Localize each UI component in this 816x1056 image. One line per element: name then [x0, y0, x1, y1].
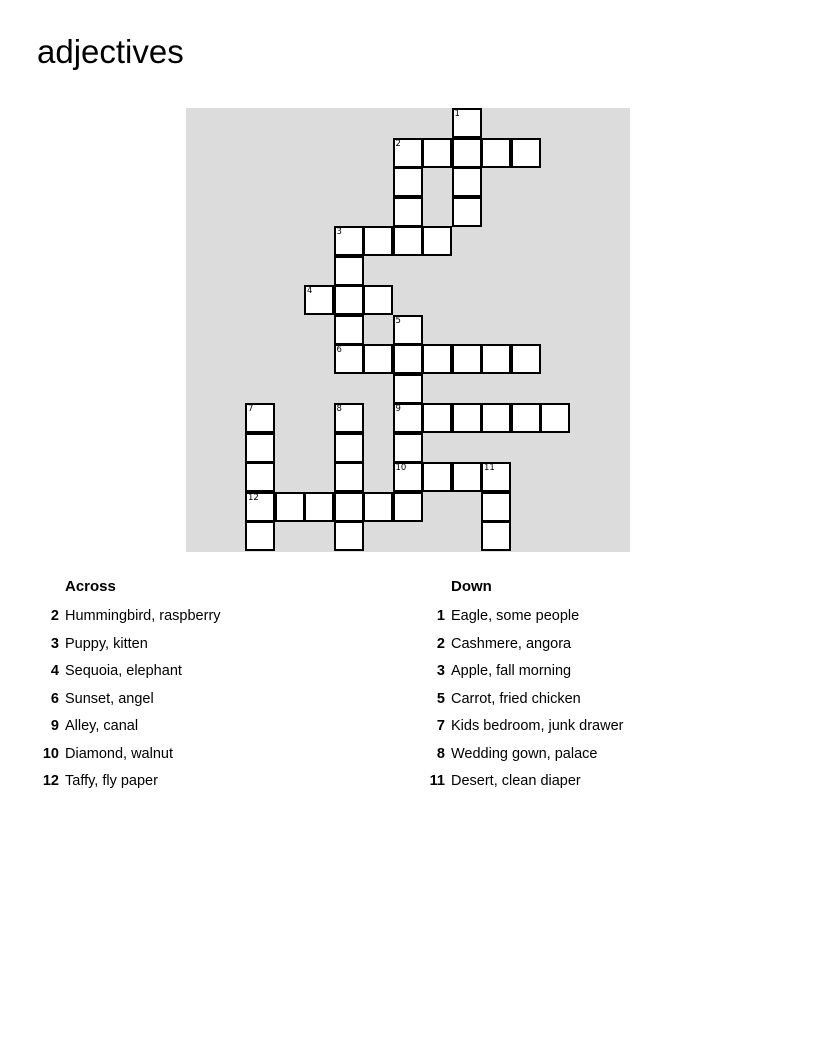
down-heading: Down — [451, 578, 492, 595]
crossword-cell[interactable] — [422, 462, 452, 492]
crossword-cell[interactable] — [363, 285, 393, 315]
across-clue — [37, 771, 221, 799]
clue-number: 3 — [436, 663, 445, 679]
crossword-cell[interactable] — [452, 108, 482, 138]
clue-number: 8 — [436, 745, 445, 762]
crossword-cell[interactable] — [334, 492, 364, 522]
crossword-cell[interactable] — [481, 403, 511, 433]
crossword-cell[interactable] — [511, 138, 541, 168]
clue-text: Apple, fall morning — [451, 663, 572, 679]
crossword-cell[interactable] — [481, 521, 511, 551]
crossword-cell[interactable] — [245, 433, 275, 463]
down-clue — [423, 744, 623, 772]
crossword-cell[interactable] — [481, 138, 511, 168]
down-clue — [423, 771, 623, 799]
crossword-cell[interactable] — [422, 138, 452, 168]
crossword-cell[interactable] — [393, 138, 423, 168]
down-clue — [423, 689, 623, 717]
cell-number: 6 — [336, 345, 342, 355]
clue-text: Carrot, fried chicken — [451, 690, 581, 707]
crossword-cell[interactable] — [452, 197, 482, 227]
clue-text: Taffy, fly paper — [65, 773, 158, 789]
crossword-cell[interactable] — [275, 492, 305, 522]
down-clues — [423, 576, 623, 799]
crossword-cell[interactable] — [245, 462, 275, 492]
clue-number: 1 — [436, 608, 445, 624]
crossword-cell[interactable] — [452, 462, 482, 492]
crossword-cell[interactable] — [334, 403, 364, 433]
across-clue — [37, 661, 221, 689]
crossword-cell[interactable] — [245, 403, 275, 433]
clue-number: 11 — [429, 773, 445, 789]
crossword-cell[interactable] — [363, 226, 393, 256]
cell-number: 9 — [395, 404, 401, 414]
across-heading: Across — [65, 578, 116, 595]
crossword-cell[interactable] — [334, 315, 364, 345]
crossword-cell[interactable] — [393, 433, 423, 463]
clue-text: Kids bedroom, junk drawer — [451, 718, 624, 734]
clue-text: Alley, canal — [65, 718, 139, 734]
clue-text: Sunset, angel — [65, 690, 154, 707]
across-clue — [37, 744, 221, 772]
clue-text: Puppy, kitten — [65, 635, 148, 652]
clue-number: 2 — [436, 635, 445, 652]
crossword-cell[interactable] — [245, 521, 275, 551]
cell-number: 12 — [248, 492, 259, 503]
crossword-cell[interactable] — [334, 285, 364, 315]
down-clue — [423, 661, 623, 689]
crossword-cell[interactable] — [393, 403, 423, 433]
crossword-cell[interactable] — [452, 167, 482, 197]
crossword-cell[interactable] — [540, 403, 570, 433]
cell-number: 7 — [248, 404, 254, 414]
cell-number: 5 — [395, 315, 401, 326]
crossword-cell[interactable] — [393, 374, 423, 404]
crossword-cell[interactable] — [393, 167, 423, 197]
crossword-cell[interactable] — [511, 344, 541, 374]
clue-text: Hummingbird, raspberry — [65, 608, 221, 624]
across-clue — [37, 634, 221, 662]
crossword-cell[interactable] — [393, 197, 423, 227]
crossword-cell[interactable] — [334, 256, 364, 286]
clue-text: Eagle, some people — [451, 608, 580, 624]
crossword-cell[interactable] — [393, 462, 423, 492]
crossword-cell[interactable] — [363, 344, 393, 374]
crossword-cell[interactable] — [481, 462, 511, 492]
clue-text: Desert, clean diaper — [451, 773, 581, 789]
clue-text: Cashmere, angora — [451, 635, 572, 652]
crossword-cell[interactable] — [363, 492, 393, 522]
clue-number: 7 — [436, 718, 445, 734]
clue-number: 10 — [42, 745, 59, 762]
clue-number: 6 — [50, 690, 59, 707]
down-clue — [423, 606, 623, 634]
clue-text: Wedding gown, palace — [451, 745, 598, 762]
across-clue — [37, 606, 221, 634]
cell-number: 11 — [484, 463, 495, 473]
cell-number: 10 — [395, 463, 407, 473]
crossword-cell[interactable] — [393, 492, 423, 522]
clue-number: 5 — [436, 690, 445, 707]
cell-number: 3 — [336, 227, 342, 237]
crossword-cell[interactable] — [452, 138, 482, 168]
crossword-cell[interactable] — [304, 285, 334, 315]
crossword-cell[interactable] — [422, 344, 452, 374]
down-clue — [423, 716, 623, 744]
clue-number: 9 — [50, 718, 59, 734]
crossword-cell[interactable] — [334, 462, 364, 492]
crossword-cell[interactable] — [511, 403, 541, 433]
crossword-cell[interactable] — [452, 344, 482, 374]
crossword-grid — [186, 108, 630, 552]
clue-number: 12 — [42, 773, 59, 789]
cell-number: 1 — [454, 109, 460, 119]
crossword-cell[interactable] — [393, 344, 423, 374]
across-clues — [37, 576, 221, 799]
clue-number: 3 — [50, 635, 59, 652]
crossword-cell[interactable] — [304, 492, 334, 522]
crossword-cell[interactable] — [245, 492, 275, 522]
crossword-cell[interactable] — [393, 226, 423, 256]
crossword-cell[interactable] — [334, 521, 364, 551]
crossword-cell[interactable] — [393, 315, 423, 345]
crossword-cell[interactable] — [334, 226, 364, 256]
crossword-cell[interactable] — [422, 403, 452, 433]
clue-number: 2 — [50, 608, 59, 624]
crossword-cell[interactable] — [422, 226, 452, 256]
across-clue — [37, 689, 221, 717]
crossword-cell[interactable] — [481, 344, 511, 374]
crossword-cell[interactable] — [334, 433, 364, 463]
page-title: adjectives — [37, 33, 184, 70]
crossword-cell[interactable] — [334, 344, 364, 374]
clue-text: Sequoia, elephant — [65, 663, 182, 679]
crossword-cell[interactable] — [452, 403, 482, 433]
cell-number: 2 — [395, 138, 401, 149]
clue-text: Diamond, walnut — [65, 745, 173, 762]
across-clue — [37, 716, 221, 744]
down-clue — [423, 634, 623, 662]
clue-number: 4 — [50, 663, 59, 679]
cell-number: 8 — [336, 404, 342, 414]
crossword-cell[interactable] — [481, 492, 511, 522]
cell-number: 4 — [307, 286, 313, 296]
